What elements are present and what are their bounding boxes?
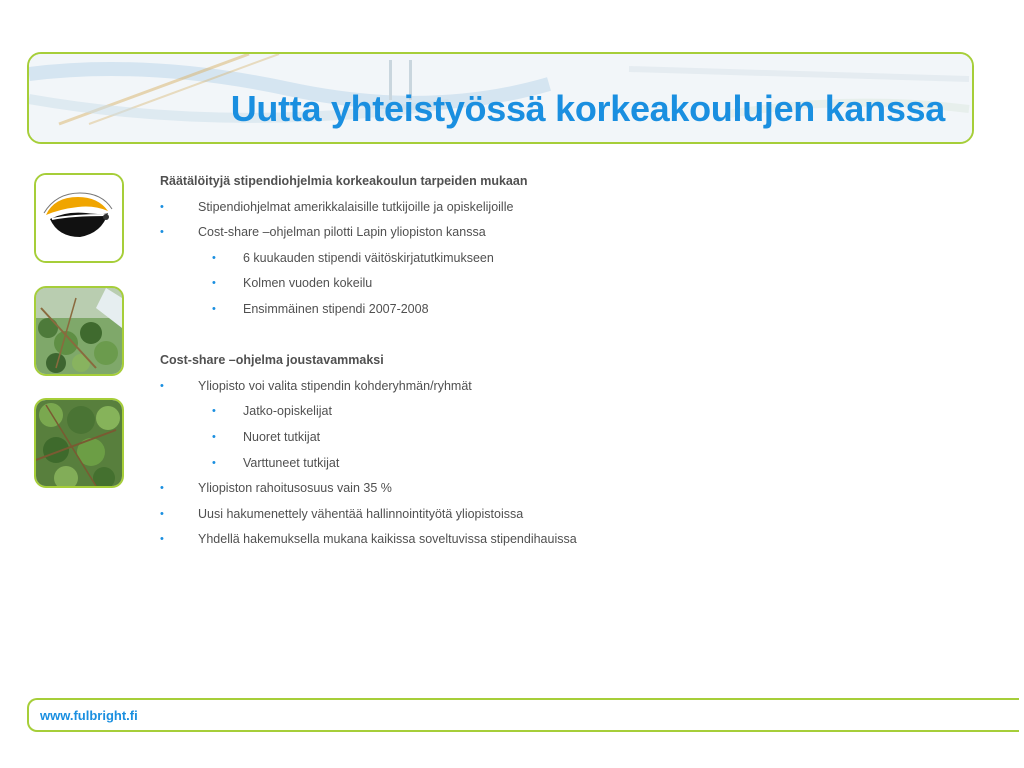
bullet-icon: •: [160, 482, 164, 495]
section-spacer: [160, 326, 760, 352]
bullet-icon: •: [160, 379, 164, 392]
bullet-icon: •: [160, 533, 164, 546]
slide-title: Uutta yhteistyössä korkeakoulujen kanssa: [230, 88, 945, 129]
list-subitem: • 6 kuukauden stipendi väitöskirjatutkimukseen: [212, 250, 494, 265]
institution-logo-icon: [36, 175, 122, 261]
bullet-icon: •: [212, 430, 216, 443]
list-subitem: • Kolmen vuoden kokeilu: [212, 276, 373, 291]
list-item: • Yliopiston rahoitusosuus vain 35 %: [160, 481, 392, 496]
plant-photo-icon: [36, 288, 122, 374]
footer-bar: [27, 698, 1019, 732]
bullet-icon: •: [212, 302, 216, 315]
bullet-icon: •: [212, 277, 216, 290]
bullet-content: [160, 172, 760, 556]
list-subitem: • Varttuneet tutkijat: [212, 455, 340, 470]
plant-photo-icon: [36, 400, 122, 486]
list-subitem: • Ensimmäinen stipendi 2007-2008: [212, 301, 429, 316]
section-heading: Cost-share –ohjelma joustavammaksi: [160, 353, 384, 368]
plant-photo-thumbnail-1: [34, 286, 124, 376]
bullet-icon: •: [212, 251, 216, 264]
bullet-icon: •: [212, 456, 216, 469]
plant-photo-thumbnail-2: [34, 398, 124, 488]
list-item: • Cost-share –ohjelman pilotti Lapin yliopiston kanssa: [160, 225, 486, 240]
list-subitem: • Jatko-opiskelijat: [212, 404, 332, 419]
bullet-icon: •: [212, 405, 216, 418]
list-item: • Stipendiohjelmat amerikkalaisille tutkijoille ja opiskelijoille: [160, 199, 514, 214]
bullet-icon: •: [160, 507, 164, 520]
section-heading: Räätälöityjä stipendiohjelmia korkeakoulun tarpeiden mukaan: [160, 174, 528, 188]
list-item: • Yliopisto voi valita stipendin kohderyhmän/ryhmät: [160, 378, 472, 393]
list-item: • Uusi hakumenettely vähentää hallinnointityötä yliopistoissa: [160, 506, 524, 521]
title-banner: [27, 52, 974, 144]
website-link[interactable]: www.fulbright.fi: [40, 708, 138, 723]
institution-logo-thumbnail: [34, 173, 124, 263]
bullet-icon: •: [160, 226, 164, 239]
bullet-icon: •: [160, 200, 164, 213]
list-item: • Yhdellä hakemuksella mukana kaikissa soveltuvissa stipendihauissa: [160, 532, 577, 547]
list-subitem: • Nuoret tutkijat: [212, 429, 321, 444]
